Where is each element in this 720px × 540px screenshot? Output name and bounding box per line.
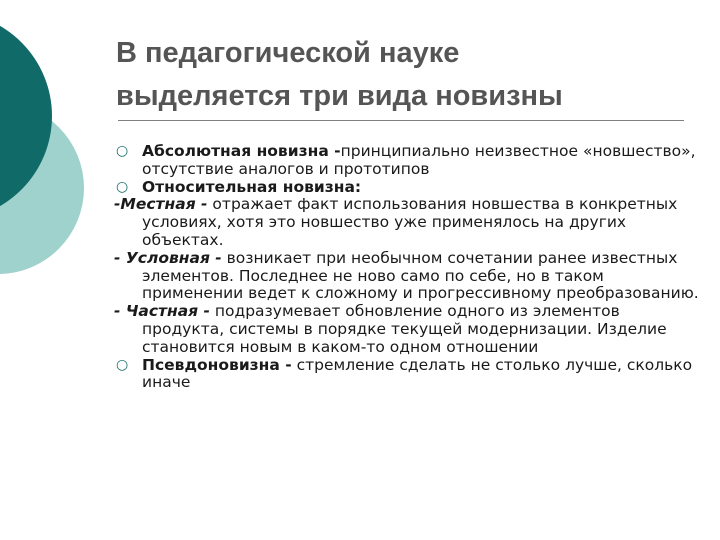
desc-partial: подразумевает обновление одного из элементов продукта, системы в порядке текущей модернизации. Изделие становится новым в каком-то одном отношении — [142, 302, 667, 356]
slide-title — [116, 32, 696, 118]
term-relative: Относительная новизна: — [142, 177, 362, 196]
circle-bullet-icon: ○ — [116, 143, 129, 159]
sub-item-partial — [0, 303, 700, 356]
list-item-absolute — [0, 143, 700, 179]
desc-absolute: принципиально неизвестное «новшество», отсутствие аналогов и прототипов — [142, 142, 696, 178]
term-local: -Местная - — [114, 195, 208, 214]
term-conditional: - Условная - — [114, 248, 222, 267]
term-partial: - Частная - — [114, 302, 210, 321]
title-line-2: выделяется три вида новизны — [116, 80, 563, 112]
term-absolute: Абсолютная новизна - — [142, 142, 341, 160]
circle-bullet-icon: ○ — [116, 356, 129, 373]
list-item-relative — [0, 179, 700, 197]
list-item-pseudo — [0, 357, 700, 393]
desc-local: отражает факт использования новшества в конкретных условиях, хотя это новшество уже применялось на других объектах. — [142, 195, 678, 249]
desc-conditional: возникает при необычном сочетании ранее известных элементов. Последнее не ново само по себе, но в таком применении ведет к сложному и прогрессивному преобразованию. — [142, 248, 699, 303]
sub-item-local — [0, 196, 700, 249]
title-divider — [118, 120, 684, 121]
sub-item-conditional — [0, 250, 700, 303]
term-pseudo: Псевдоновизна - — [142, 355, 292, 374]
title-line-1: В педагогической науке — [116, 37, 460, 69]
slide-content — [0, 143, 700, 392]
desc-pseudo: стремление сделать не столько лучше, сколько иначе — [142, 355, 693, 392]
circle-bullet-icon: ○ — [116, 178, 129, 195]
